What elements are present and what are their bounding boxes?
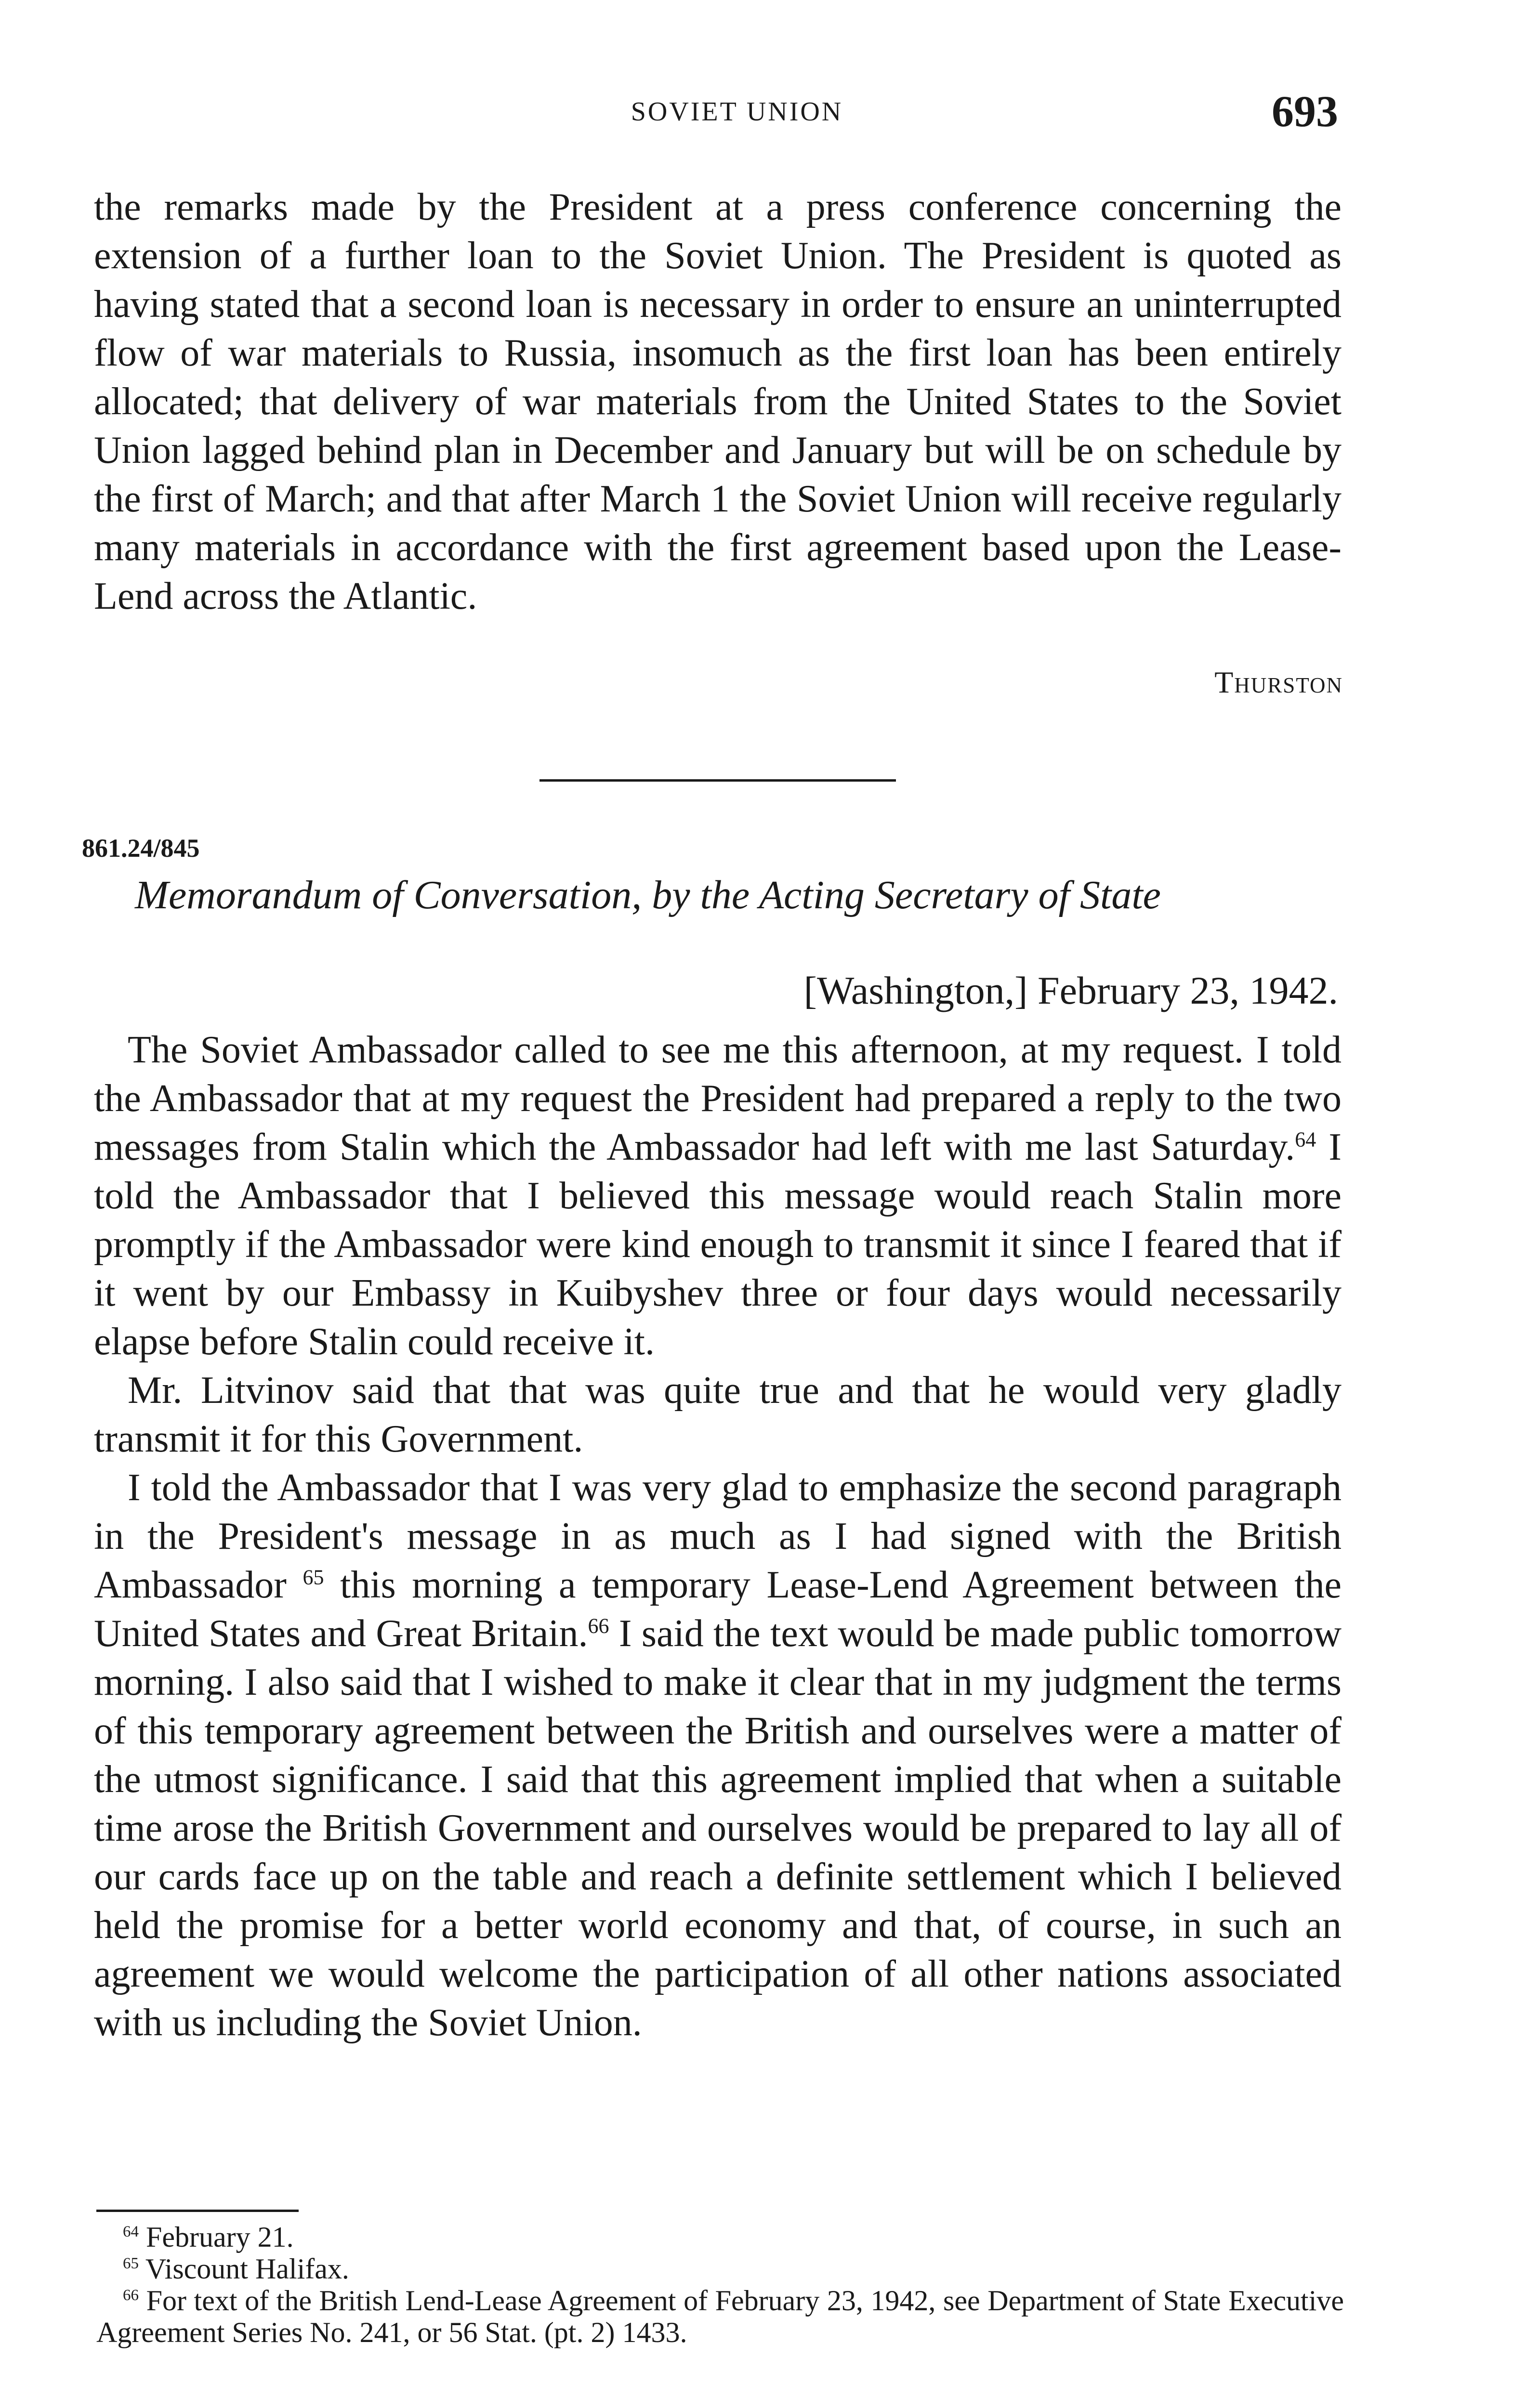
footnotes: [96, 2221, 1344, 2348]
footnote-ref-66: 66: [588, 1614, 609, 1638]
footnote-marker: 66: [123, 2287, 139, 2304]
footnote-text: February 21.: [146, 2221, 294, 2253]
footnote-text: Viscount Halifax.: [145, 2253, 349, 2285]
body-paragraph-1-text-b: I told the Ambassador that I believed this message would reach Stalin more promptly if the Ambassador were kind enough to transmit it since I feared that if it went by our Embassy in Kuibyshev three or four days would necessarily elapse before Stalin could receive it.: [94, 1126, 1342, 1363]
page-number: 693: [1272, 87, 1338, 136]
body-paragraph-1-text-a: The Soviet Ambassador called to see me this afternoon, at my request. I told the Ambassador that at my request the President had prepared a reply to the two messages from Stalin which the Ambassador had left with me last Saturday.: [94, 1029, 1342, 1168]
footnote-rule: [96, 2210, 299, 2212]
body-paragraph-3-text-a: I told the Ambassador that I was very glad to emphasize the second paragraph in the President's message in as much as I had signed with the British Ambassador: [94, 1466, 1342, 1606]
footnote-text: For text of the British Lend-Lease Agreement of February 23, 1942, see Department of State Executive Agreement Series No. 241, or 56 Stat. (pt. 2) 1433.: [96, 2285, 1344, 2348]
footnote-ref-65: 65: [303, 1565, 324, 1589]
memorandum-body: [94, 1026, 1342, 2047]
running-head: SOVIET UNION: [631, 97, 843, 127]
footnote-marker: 64: [123, 2223, 139, 2240]
section-separator: [539, 779, 896, 782]
dateline: [Washington,] February 23, 1942.: [803, 968, 1338, 1012]
signature: Thurston: [1214, 665, 1343, 699]
body-paragraph-1: [94, 1026, 1342, 1366]
footnote-65: [96, 2253, 1344, 2285]
file-number: 861.24/845: [82, 834, 200, 863]
document-title: Memorandum of Conversation, by the Acting Secretary of State: [135, 873, 1161, 917]
body-paragraph-3: [94, 1464, 1342, 2047]
body-paragraph-2: Mr. Litvinov said that that was quite true and that he would very gladly transmit it for this Government.: [94, 1369, 1342, 1460]
footnote-marker: 65: [123, 2255, 139, 2272]
footnote-64: [96, 2221, 1344, 2253]
continued-paragraph: the remarks made by the President at a press conference concerning the extension of a further loan to the Soviet Union. The President is quoted as having stated that a second loan is necessary in order to ensure an uninterrupted flow of war materials to Russia, insomuch as the first loan has been entirely allocated; that delivery of war materials from the United States to the Soviet Union lagged behind plan in December and January but will be on schedule by the first of March; and that after March 1 the Soviet Union will receive regularly many materials in accordance with the first agreement based upon the Lease-Lend across the Atlantic.: [94, 186, 1342, 617]
footnote-66: [96, 2285, 1344, 2348]
continued-paragraph-block: [94, 183, 1342, 621]
body-paragraph-3-text-c: I said the text would be made public tomorrow morning. I also said that I wished to make it clear that in my judgment the terms of this temporary agreement between the British and ourselves were a matter of the utmost significance. I said that this agreement implied that when a suitable time arose the British Government and ourselves would be prepared to lay all of our cards face up on the table and reach a definite settlement which I believed held the promise for a better world economy and that, of course, in such an agreement we would welcome the participation of all other nations associated with us including the Soviet Union.: [94, 1612, 1342, 2044]
footnote-66-lead: [96, 2285, 146, 2316]
footnote-ref-64: 64: [1295, 1127, 1316, 1152]
body-paragraph-3-text-b: this morning a temporary Lease-Lend Agreement between the United States and Great Britain.: [94, 1564, 1342, 1655]
